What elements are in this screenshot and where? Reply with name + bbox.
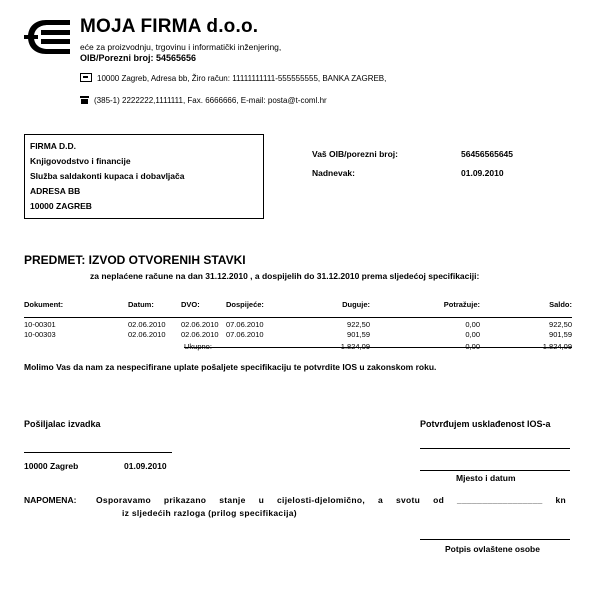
company-name: MOJA FIRMA d.o.o. <box>80 16 259 37</box>
header-divider <box>24 317 572 318</box>
total-credit: 0,00 <box>465 342 480 351</box>
cell-balance: 922,50 <box>549 320 572 329</box>
logo-icon <box>24 16 72 58</box>
address-text: 10000 Zagreb, Adresa bb, Žiro račun: 11111111111-555555555, BANKA ZAGREB, <box>97 74 387 83</box>
col-dvo-header: DVO: <box>181 300 200 309</box>
place-date-line <box>420 470 570 471</box>
sender-signature-line <box>24 452 172 453</box>
cell-credit: 0,00 <box>465 320 480 329</box>
recipient-line: 10000 ZAGREB <box>30 201 92 211</box>
recipient-oib-label: Vaš OIB/porezni broj: <box>312 149 398 159</box>
cell-document: 10-00301 <box>24 320 56 329</box>
cell-debit: 901,59 <box>347 330 370 339</box>
company-oib: OIB/Porezni broj: 54565656 <box>80 53 197 63</box>
cell-dvo: 02.06.2010 <box>181 320 219 329</box>
date-label: Nadnevak: <box>312 168 355 178</box>
cell-due: 07.06.2010 <box>226 320 264 329</box>
sender-city: 10000 Zagreb <box>24 461 79 471</box>
confirm-label: Potvrđujem usklađenost IOS-a <box>420 419 551 429</box>
cell-document: 10-00303 <box>24 330 56 339</box>
col-balance-header: Saldo: <box>549 300 572 309</box>
date-value: 01.09.2010 <box>461 168 504 178</box>
confirm-signature-line <box>420 448 570 449</box>
recipient-address-box <box>24 134 264 219</box>
col-debit-header: Duguje: <box>342 300 370 309</box>
cell-dvo: 02.06.2010 <box>181 330 219 339</box>
sender-label: Pošiljalac izvadka <box>24 419 101 429</box>
table-row <box>24 320 572 330</box>
authorized-signature-line <box>420 539 570 540</box>
table-row <box>24 330 572 340</box>
sender-date: 01.09.2010 <box>124 461 167 471</box>
table-header-row <box>24 300 572 310</box>
place-date-label: Mjesto i datum <box>456 473 516 483</box>
subject-subtitle: za neplaćene račune na dan 31.12.2010 , a dospijelih do 31.12.2010 prema sljedećoj specifikaciji: <box>90 271 480 281</box>
recipient-line: Služba saldakonti kupaca i dobavljača <box>30 171 185 181</box>
open-items-table <box>24 300 572 352</box>
napomena-text: Osporavamo prikazano stanje u cijelosti-djelomično, a svotu od _________________ kn <box>96 495 566 505</box>
cell-date: 02.06.2010 <box>128 320 166 329</box>
company-address-line <box>80 73 386 83</box>
col-credit-header: Potražuje: <box>443 300 480 309</box>
cell-balance: 901,59 <box>549 330 572 339</box>
napomena-label: NAPOMENA: <box>24 495 77 505</box>
company-tagline: eće za proizvodnju, trgovinu i informatički inženjering, <box>80 42 282 52</box>
address-icon <box>80 73 92 82</box>
col-document-header: Dokument: <box>24 300 64 309</box>
total-balance: 1.824,09 <box>542 342 572 351</box>
recipient-line: Knjigovodstvo i financije <box>30 156 131 166</box>
total-label: Ukupno: <box>184 342 212 351</box>
contact-text: (385-1) 2222222,1111111, Fax. 6666666, E-mail: posta@t-coml.hr <box>94 96 327 105</box>
col-date-header: Datum: <box>128 300 154 309</box>
notice-text: Molimo Vas da nam za nespecifirane uplate pošaljete specifikaciju te potvrdite IOS u zakonskom roku. <box>24 362 437 372</box>
cell-credit: 0,00 <box>465 330 480 339</box>
recipient-line: ADRESA BB <box>30 186 81 196</box>
col-due-header: Dospijeće: <box>226 300 264 309</box>
table-total-row <box>24 342 572 352</box>
cell-due: 07.06.2010 <box>226 330 264 339</box>
phone-icon <box>80 96 89 104</box>
cell-debit: 922,50 <box>347 320 370 329</box>
company-contact-line <box>80 96 327 105</box>
recipient-line: FIRMA D.D. <box>30 141 76 151</box>
subject-title: PREDMET: IZVOD OTVORENIH STAVKI <box>24 253 246 267</box>
total-debit: 1.824,09 <box>340 342 370 351</box>
recipient-oib-value: 56456565645 <box>461 149 514 159</box>
napomena-text-line2: iz sljedećih razloga (prilog specifikacija) <box>122 508 297 518</box>
authorized-signature-label: Potpis ovlaštene osobe <box>445 544 540 554</box>
cell-date: 02.06.2010 <box>128 330 166 339</box>
